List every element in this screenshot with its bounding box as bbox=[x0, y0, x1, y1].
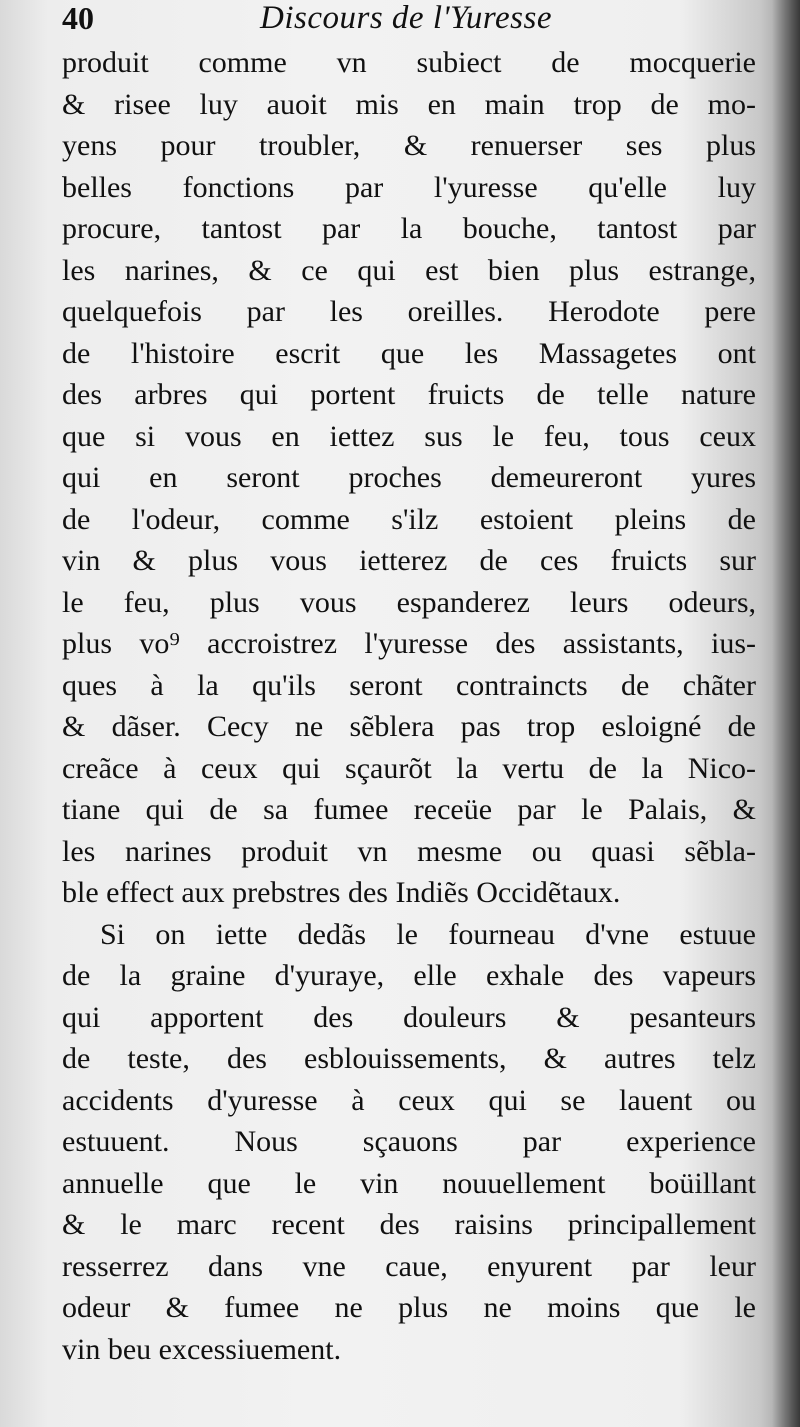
text-line: ques à la qu'ils seront contraincts de chãter bbox=[62, 668, 756, 702]
page-number: 40 bbox=[62, 0, 94, 36]
text-line: qui en seront proches demeureront yures bbox=[62, 461, 756, 494]
text-line: accidents d'yuresse à ceux qui se lauent ou bbox=[62, 1083, 756, 1117]
text-line: belles fonctions par l'yuresse qu'elle luy bbox=[62, 170, 756, 204]
body-text bbox=[62, 42, 756, 1370]
page-gutter-shadow bbox=[772, 0, 800, 1427]
running-title: Discours de l'Yuresse bbox=[260, 0, 552, 36]
text-line: vin beu excessiuement. bbox=[62, 1332, 342, 1366]
paragraph-1 bbox=[62, 42, 756, 914]
paragraph-2 bbox=[62, 914, 756, 1371]
text-line: & dãser. Cecy ne sẽblera pas trop esloigné de bbox=[62, 710, 756, 743]
text-line: procure, tantost par la bouche, tantost par bbox=[62, 212, 756, 245]
text-line: produit comme vn subiect de mocquerie bbox=[62, 46, 756, 79]
text-line: de l'histoire escrit que les Massagetes ont bbox=[62, 336, 756, 370]
page-header bbox=[60, 2, 760, 36]
text-line: le feu, plus vous espanderez leurs odeurs, bbox=[62, 585, 756, 619]
text-line: estuuent. Nous sçauons par experience bbox=[62, 1125, 756, 1158]
text-line: & le marc recent des raisins principallement bbox=[62, 1208, 756, 1241]
text-line: creãce à ceux qui sçaurõt la vertu de la Nico- bbox=[62, 751, 756, 785]
text-line: annuelle que le vin nouuellement boüillant bbox=[62, 1166, 756, 1200]
text-line: des arbres qui portent fruicts de telle nature bbox=[62, 378, 756, 411]
text-line: de l'odeur, comme s'ilz estoient pleins de bbox=[62, 502, 756, 536]
text-line: que si vous en iettez sus le feu, tous ceux bbox=[62, 419, 756, 453]
text-line: odeur & fumee ne plus ne moins que le bbox=[62, 1291, 756, 1324]
text-line: vin & plus vous ietterez de ces fruicts sur bbox=[62, 544, 756, 577]
text-line: & risee luy auoit mis en main trop de mo- bbox=[62, 87, 756, 121]
text-line: Si on iette dedãs le fourneau d'vne estuue bbox=[100, 917, 756, 951]
text-line: plus vo⁹ accroistrez l'yuresse des assistants, ius- bbox=[62, 627, 756, 660]
text-line: yens pour troubler, & renuerser ses plus bbox=[62, 129, 756, 162]
text-line: les narines produit vn mesme ou quasi sẽbla- bbox=[62, 834, 756, 868]
text-line: tiane qui de sa fumee receüe par le Palais, & bbox=[62, 793, 756, 826]
text-line: de la graine d'yuraye, elle exhale des vapeurs bbox=[62, 959, 756, 992]
text-line: qui apportent des douleurs & pesanteurs bbox=[62, 1000, 756, 1034]
text-line: les narines, & ce qui est bien plus estrange, bbox=[62, 253, 756, 287]
text-line: ble effect aux prebstres des Indiẽs Occidẽtaux. bbox=[62, 876, 621, 909]
text-line: quelquefois par les oreilles. Herodote pere bbox=[62, 295, 756, 328]
text-line: de teste, des esblouissements, & autres telz bbox=[62, 1042, 756, 1075]
text-line: resserrez dans vne caue, enyurent par leur bbox=[62, 1249, 756, 1283]
